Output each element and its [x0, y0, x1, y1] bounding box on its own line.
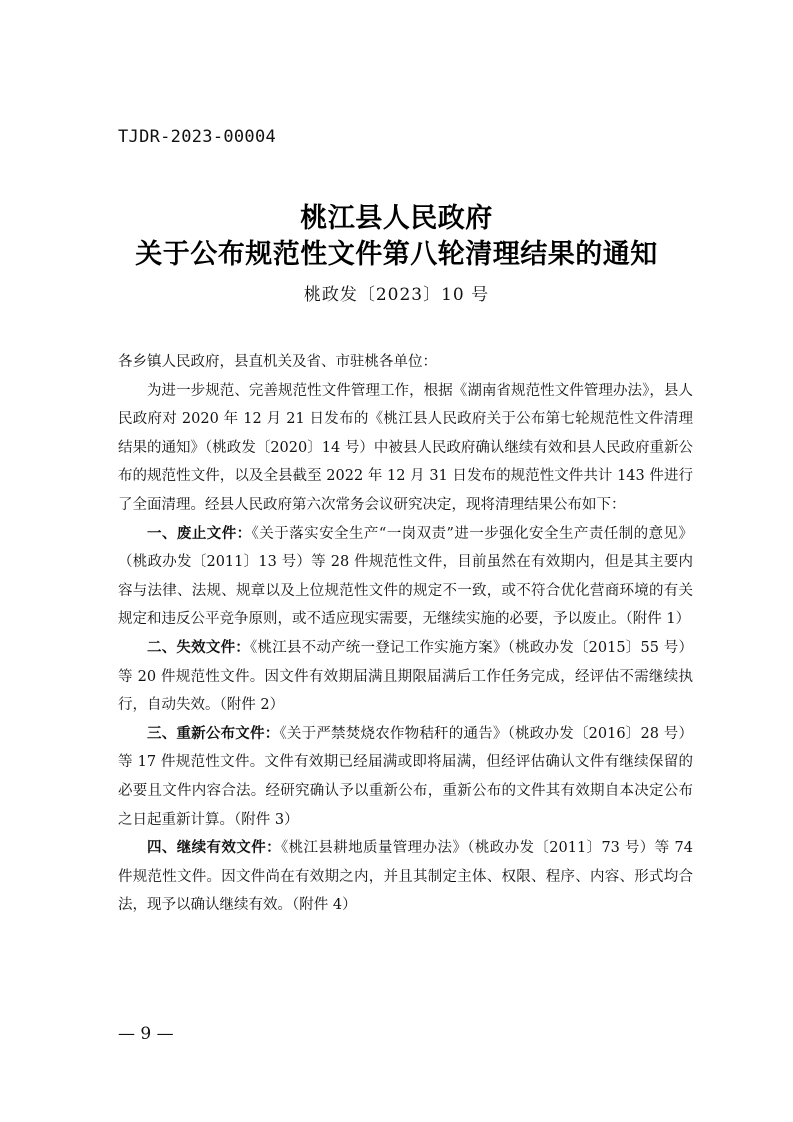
- item-lead: 二、失效文件：: [147, 639, 251, 656]
- document-body: [118, 348, 693, 920]
- document-code: TJDR-2023-00004: [118, 127, 277, 147]
- page-number: — 9 —: [118, 1024, 174, 1044]
- item-text: 《桃江县耕地质量管理办法》（桃政办发〔2011〕73 号）等 74 件规范性文件。因文件尚在有效期之内，并且其制定主体、权限、程序、内容、形式均合法，现予以确认继续有效。（附件 4）: [118, 840, 693, 914]
- item-lead: 四、继续有效文件：: [147, 840, 281, 857]
- item-text: 《关于严禁焚烧农作物秸秆的通告》（桃政办发〔2016〕28 号）等 17 件规范性文件。文件有效期已经届满或即将届满，但经评估确认文件有继续保留的必要且文件内容合法。经研究确认予以重新公布，重新公布的文件其有效期自本决定公布之日起重新计算。（附件 3）: [118, 725, 693, 828]
- item-paragraph-expired: [118, 634, 693, 720]
- document-title-issuer: 桃江县人民政府: [300, 203, 493, 234]
- item-text: 《关于落实安全生产“一岗双责”进一步强化安全生产责任制的意见》（桃政办发〔2011〕13 号）等 28 件规范性文件，目前虽然在有效期内，但是其主要内容与法律、法规、规章以及上位规范性文件的规定不一致，或不符合优化营商环境的有关规定和违反公平竞争原则，或不适应现实需要，无继续实施的必要，予以废止。（附件 1）: [118, 525, 693, 628]
- salutation: 各乡镇人民政府，县直机关及省、市驻桃各单位：: [118, 354, 437, 370]
- item-lead: 三、重新公布文件：: [147, 725, 280, 742]
- item-paragraph-repealed: [118, 520, 693, 634]
- item-paragraph-republished: [118, 720, 693, 834]
- intro-paragraph: 为进一步规范、完善规范性文件管理工作，根据《湖南省规范性文件管理办法》，县人民政府对 2020 年 12 月 21 日发布的《桃江县人民政府关于公布第七轮规范性文件清理结果的通知》（桃政发〔2020〕14 号）中被县人民政府确认继续有效和县人民政府重新公布的规范性文件，以及全县截至 2022 年 12 月 31 日发布的规范性文件共计 143 件进行了全面清理。经县人民政府第六次常务会议研究决定，现将清理结果公布如下：: [118, 382, 693, 513]
- item-lead: 一、废止文件：: [147, 525, 252, 542]
- item-paragraph-still-valid: [118, 834, 693, 920]
- document-number: 桃政发〔2023〕10 号: [303, 285, 490, 305]
- item-text: 《桃江县不动产统一登记工作实施方案》（桃政办发〔2015〕55 号）等 20 件规范性文件。因文件有效期届满且期限届满后工作任务完成，经评估不需继续执行，自动失效。（附件 2）: [118, 639, 693, 714]
- document-title-subject: 关于公布规范性文件第八轮清理结果的通知: [135, 239, 658, 270]
